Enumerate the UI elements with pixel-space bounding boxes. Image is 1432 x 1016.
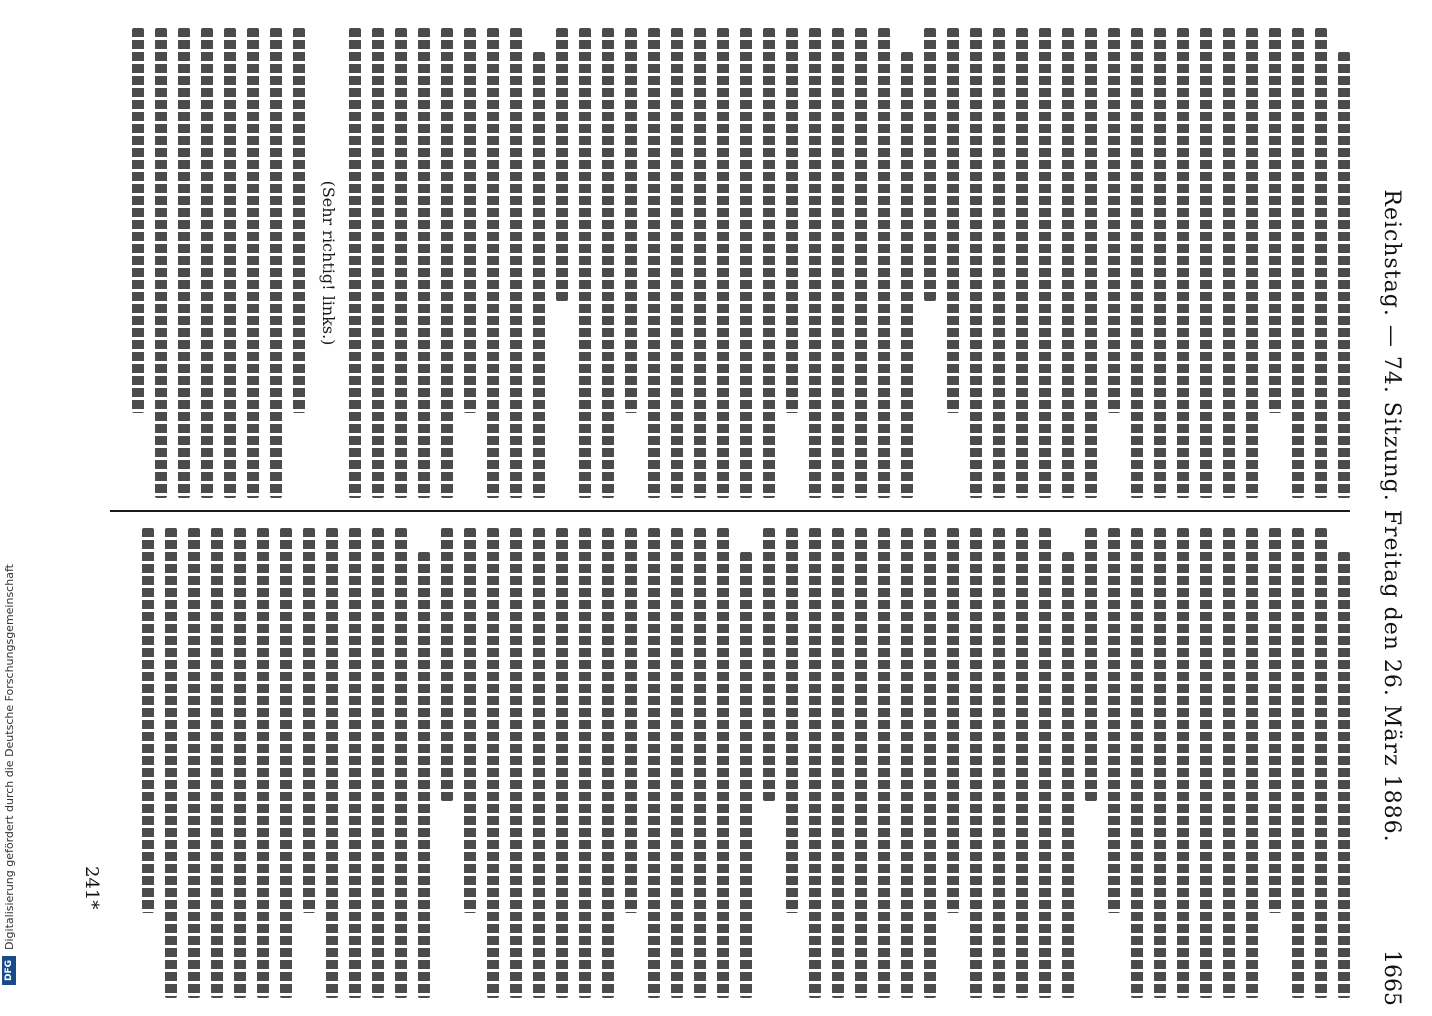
digitization-note bbox=[2, 0, 16, 985]
illegible-text-line bbox=[280, 528, 292, 998]
illegible-text-line bbox=[763, 28, 775, 498]
illegible-text-line bbox=[602, 28, 614, 498]
illegible-text-line bbox=[1039, 528, 1051, 998]
illegible-text-line bbox=[947, 28, 959, 413]
illegible-text-line bbox=[970, 28, 982, 498]
illegible-text-line bbox=[165, 528, 177, 998]
illegible-text-line bbox=[1338, 52, 1350, 498]
illegible-text-line bbox=[349, 28, 361, 498]
illegible-text-line bbox=[372, 528, 384, 998]
illegible-text-line bbox=[1016, 28, 1028, 498]
illegible-text-line bbox=[878, 28, 890, 498]
page-header bbox=[1370, 16, 1410, 1016]
illegible-text-line bbox=[247, 28, 259, 498]
illegible-text-line bbox=[326, 528, 338, 998]
illegible-text-line bbox=[1315, 28, 1327, 498]
illegible-text-line bbox=[694, 28, 706, 498]
illegible-text-line bbox=[1246, 28, 1258, 498]
illegible-text-line bbox=[142, 528, 154, 913]
illegible-text-line bbox=[201, 28, 213, 498]
illegible-text-line bbox=[487, 28, 499, 498]
illegible-text-line bbox=[740, 552, 752, 998]
illegible-text-line bbox=[372, 28, 384, 498]
illegible-text-line bbox=[1223, 528, 1235, 998]
text-column-right bbox=[110, 528, 1350, 998]
illegible-text-line bbox=[947, 528, 959, 913]
illegible-text-line bbox=[855, 28, 867, 498]
illegible-text-line bbox=[648, 528, 660, 998]
illegible-text-line bbox=[178, 28, 190, 498]
scanned-page bbox=[50, 16, 1420, 1016]
illegible-text-line bbox=[234, 528, 246, 998]
illegible-text-line bbox=[418, 28, 430, 498]
illegible-text-line bbox=[901, 52, 913, 498]
illegible-text-line bbox=[1246, 528, 1258, 998]
illegible-text-line bbox=[1154, 28, 1166, 498]
illegible-text-line bbox=[395, 28, 407, 498]
illegible-text-line bbox=[303, 528, 315, 913]
illegible-text-line bbox=[155, 28, 167, 498]
illegible-text-line bbox=[625, 528, 637, 913]
illegible-text-line bbox=[293, 28, 305, 413]
illegible-text-line bbox=[270, 28, 282, 498]
illegible-text-line bbox=[1039, 28, 1051, 498]
illegible-text-line bbox=[556, 28, 568, 301]
column-divider bbox=[110, 510, 1350, 512]
illegible-text-line bbox=[740, 28, 752, 498]
illegible-text-line bbox=[1062, 552, 1074, 998]
page-number: 1665 bbox=[1379, 950, 1404, 1006]
illegible-text-line bbox=[1200, 528, 1212, 998]
illegible-text-line bbox=[1292, 528, 1304, 998]
illegible-text-line bbox=[1223, 28, 1235, 498]
interjection: (Sehr richtig! links.) bbox=[319, 180, 338, 346]
illegible-text-line bbox=[487, 528, 499, 998]
illegible-text-line bbox=[809, 528, 821, 998]
illegible-text-line bbox=[694, 528, 706, 998]
illegible-text-line bbox=[1062, 28, 1074, 498]
illegible-text-line bbox=[1338, 552, 1350, 998]
illegible-text-line bbox=[809, 28, 821, 498]
illegible-text-line bbox=[878, 528, 890, 998]
illegible-text-line bbox=[786, 528, 798, 913]
illegible-text-line bbox=[832, 528, 844, 998]
illegible-text-line bbox=[395, 528, 407, 998]
illegible-text-line bbox=[464, 528, 476, 913]
illegible-text-line bbox=[510, 528, 522, 998]
illegible-text-line bbox=[1177, 528, 1189, 998]
illegible-text-line bbox=[717, 28, 729, 498]
dfg-logo: DFG bbox=[2, 956, 16, 985]
illegible-text-line bbox=[763, 528, 775, 801]
illegible-text-line bbox=[579, 28, 591, 498]
illegible-text-line bbox=[1108, 28, 1120, 413]
illegible-text-line bbox=[257, 528, 269, 998]
running-title: Reichstag. — 74. Sitzung. Freitag den 26. März 1886. bbox=[1379, 189, 1404, 843]
illegible-text-line bbox=[1292, 28, 1304, 498]
illegible-text-line bbox=[717, 528, 729, 998]
illegible-text-line bbox=[224, 28, 236, 498]
illegible-text-line bbox=[510, 28, 522, 498]
illegible-text-line bbox=[418, 552, 430, 998]
illegible-text-line bbox=[671, 528, 683, 998]
illegible-text-line bbox=[1315, 528, 1327, 998]
illegible-text-line bbox=[602, 528, 614, 998]
illegible-text-line bbox=[349, 528, 361, 998]
illegible-text-line bbox=[970, 528, 982, 998]
illegible-text-line bbox=[441, 28, 453, 498]
illegible-text-line bbox=[1085, 528, 1097, 801]
illegible-text-line bbox=[1200, 28, 1212, 498]
illegible-text-line bbox=[441, 528, 453, 801]
illegible-text-line bbox=[1269, 528, 1281, 913]
illegible-text-line bbox=[533, 528, 545, 998]
illegible-text-line bbox=[855, 528, 867, 998]
sheet-signature: 241* bbox=[81, 866, 102, 910]
illegible-text-line bbox=[1016, 528, 1028, 998]
illegible-text-line bbox=[924, 28, 936, 301]
illegible-text-line bbox=[1131, 528, 1143, 998]
illegible-text-line bbox=[993, 28, 1005, 498]
illegible-text-line bbox=[786, 28, 798, 413]
illegible-text-line bbox=[1269, 28, 1281, 413]
illegible-text-line bbox=[556, 528, 568, 998]
illegible-text-line bbox=[464, 28, 476, 413]
illegible-text-line bbox=[993, 528, 1005, 998]
illegible-text-line bbox=[1108, 528, 1120, 913]
illegible-text-line bbox=[1177, 28, 1189, 498]
text-column-left bbox=[110, 28, 1350, 498]
illegible-text-line bbox=[648, 28, 660, 498]
illegible-text-line bbox=[901, 528, 913, 998]
illegible-text-line bbox=[579, 528, 591, 998]
illegible-text-line bbox=[1154, 528, 1166, 998]
illegible-text-line bbox=[625, 28, 637, 413]
illegible-text-line bbox=[188, 528, 200, 998]
illegible-text-line bbox=[832, 28, 844, 498]
illegible-text-line bbox=[1131, 28, 1143, 498]
illegible-text-line bbox=[211, 528, 223, 998]
digitization-note-text: Digitalisierung gefördert durch die Deutsche Forschungsgemeinschaft bbox=[2, 564, 16, 950]
illegible-text-line bbox=[132, 28, 144, 413]
illegible-text-line bbox=[1085, 28, 1097, 498]
illegible-text-line bbox=[924, 528, 936, 998]
illegible-text-line bbox=[671, 28, 683, 498]
illegible-text-line bbox=[533, 52, 545, 498]
